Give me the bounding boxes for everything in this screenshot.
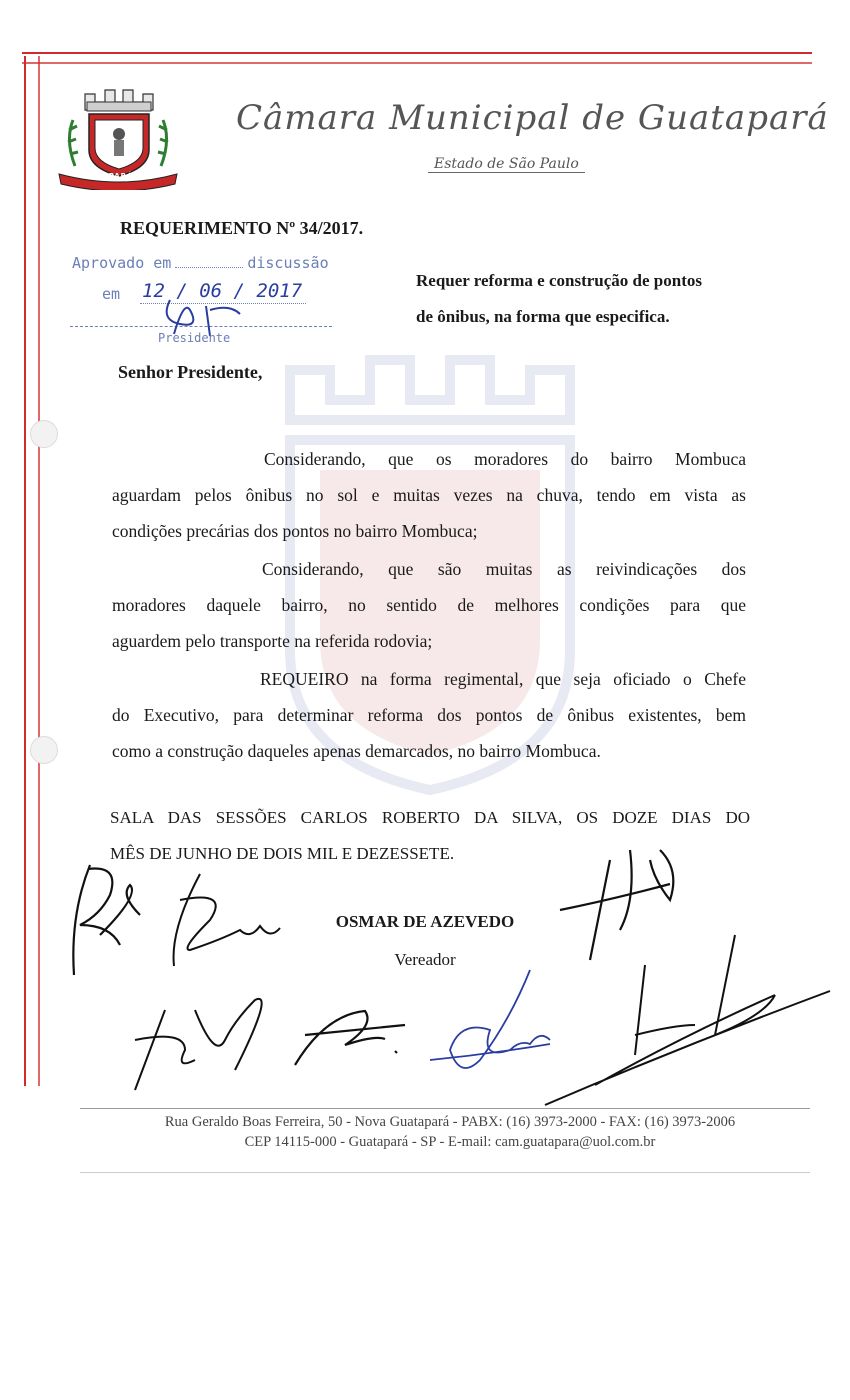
frame-left-line	[24, 56, 26, 1086]
summary-line-1: Requer reforma e construção de pontos	[416, 271, 702, 290]
salutation: Senhor Presidente,	[118, 362, 263, 382]
approval-stamp-line-2	[102, 285, 120, 303]
paragraph-1-line-2: aguardam pelos ônibus no sol e muitas vezes na chuva, tendo em vista as	[112, 485, 746, 505]
requirement-number-title: REQUERIMENTO Nº 34/2017.	[120, 218, 364, 238]
stamp-president-label: Presidente	[158, 331, 231, 345]
paragraph-1-line-3: condições precárias dos pontos no bairro Mombuca;	[112, 521, 478, 541]
footer-line-1: Rua Geraldo Boas Ferreira, 50 - Nova Guatapará - PABX: (16) 3973-2000 - FAX: (16) 3973-2006	[164, 1114, 736, 1130]
requirement-summary	[416, 264, 766, 334]
frame-top-line	[22, 52, 812, 54]
handwritten-signature-4	[125, 980, 285, 1100]
stamp-handwritten-date: 12 / 06 / 2017	[142, 280, 303, 302]
paragraph-2-line-1: Considerando, que são muitas as reivindicações dos	[262, 559, 746, 579]
handwritten-signature-7	[535, 925, 835, 1115]
stamp-on-text: em	[102, 285, 121, 303]
paragraph-2-line-2: moradores daquele bairro, no sentido de melhores condições para que	[112, 595, 746, 615]
footer-address	[80, 1112, 820, 1152]
stamp-discussion-text: discussão	[247, 254, 329, 272]
handwritten-signature-2	[150, 870, 300, 970]
frame-left-line-inner	[38, 56, 40, 1086]
punch-hole-top	[30, 420, 58, 448]
footer-rule-bottom	[80, 1172, 810, 1173]
paragraph-3-line-2: do Executivo, para determinar reforma dos pontos de ônibus existentes, bem	[112, 705, 746, 725]
chamber-name-title: Câmara Municipal de Guatapará	[236, 98, 829, 138]
closing-line-2: MÊS DE JUNHO DE DOIS MIL E DEZESSETE.	[110, 844, 455, 863]
paragraph-2-line-3: aguardem pelo transporte na referida rodovia;	[112, 631, 433, 651]
signatory-role: Vereador	[394, 950, 456, 969]
paragraph-2	[112, 551, 746, 659]
footer-rule	[80, 1108, 810, 1109]
stamp-approved-text: Aprovado em	[72, 254, 172, 272]
paragraph-1	[112, 441, 746, 549]
frame-top-line-inner	[22, 62, 812, 64]
closing-line-1: SALA DAS SESSÕES CARLOS ROBERTO DA SILVA, OS DOZE DIAS DO	[110, 808, 750, 827]
signatory-name: OSMAR DE AZEVEDO	[335, 912, 515, 931]
summary-line-2: de ônibus, na forma que especifica.	[416, 307, 670, 326]
handwritten-signature-1	[60, 855, 160, 985]
paragraph-3-line-3: como a construção daqueles apenas demarcados, no bairro Mombuca.	[112, 741, 601, 761]
footer-line-2: CEP 14115-000 - Guatapará - SP - E-mail: cam.guatapara@uol.com.br	[244, 1134, 656, 1150]
state-subtitle: Estado de São Paulo	[428, 156, 585, 173]
crest-ribbon-label: GUATAPARÁ	[78, 172, 134, 180]
handwritten-signature-5	[285, 995, 415, 1075]
paragraph-1-line-1: Considerando, que os moradores do bairro Mombuca	[264, 449, 746, 469]
approval-stamp-line-1	[72, 254, 329, 272]
paragraph-3	[112, 661, 746, 769]
paragraph-3-line-1: REQUEIRO na forma regimental, que seja oficiado o Chefe	[260, 669, 746, 689]
punch-hole-bottom	[30, 736, 58, 764]
